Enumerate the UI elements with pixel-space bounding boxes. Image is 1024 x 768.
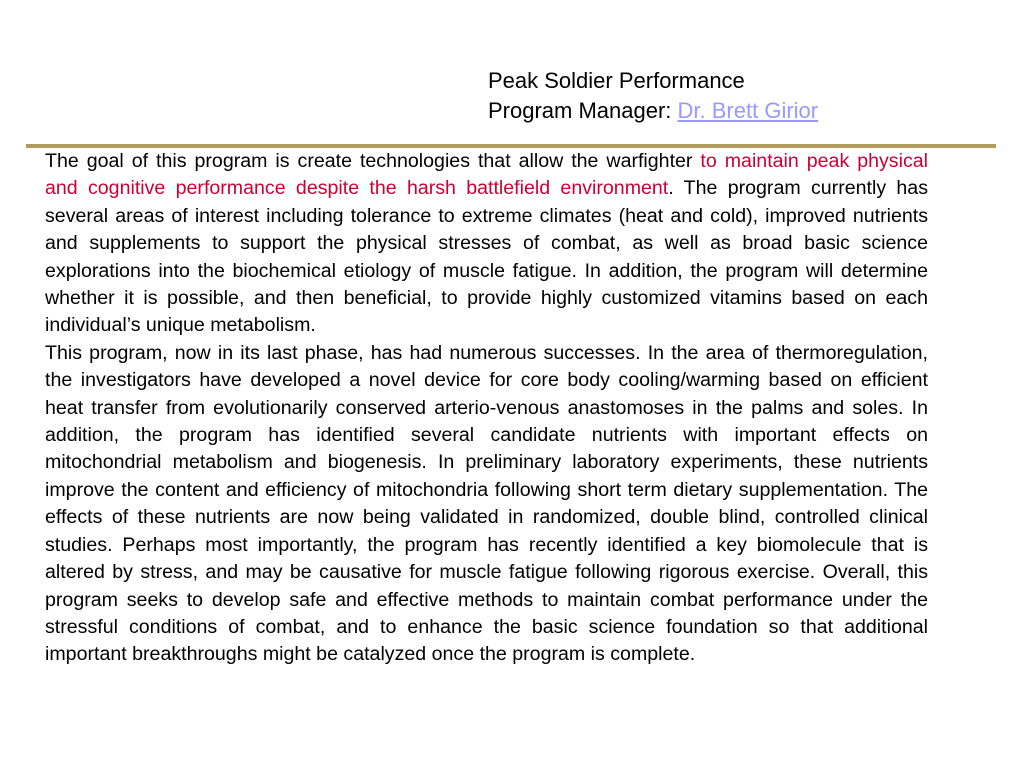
paragraph-progress: This program, now in its last phase, has had numerous successes. In the area of thermoregulation, the investigators have developed a novel device for core body cooling/warming based on efficient heat transfer from evolutionarily conserved arterio-venous anastomoses in the palms and soles. In addition, the program has identified several candidate nutrients with important effects on mitochondrial metabolism and biogenesis. In preliminary laboratory experiments, these nutrients improve the content and efficiency of mitochondria following short term dietary supplementation. The effects of these nutrients are now being validated in randomized, double blind, controlled clinical studies. Perhaps most importantly, the program has recently identified a key biomolecule that is altered by stress, and may be causative for muscle fatigue following rigorous exercise. Overall, this program seeks to develop safe and effective methods to maintain combat performance under the stressful conditions of combat, and to enhance the basic science foundation so that additional important breakthroughs might be catalyzed once the program is complete.: [45, 341, 928, 666]
paragraph-goal-intro: The goal of this program is create technologies that allow the warfighter: [45, 150, 701, 172]
program-manager-link[interactable]: Dr. Brett Girior: [677, 98, 819, 123]
program-manager-label: Program Manager:: [488, 98, 678, 123]
paragraph-goal: [45, 148, 928, 340]
slide-body: [45, 148, 928, 669]
paragraph-goal-rest: . The program currently has several areas of interest including tolerance to extreme climates (heat and cold), improved nutrients and supplements to support the physical stresses of combat, as well as broad basic science explorations into the biochemical etiology of muscle fatigue. In addition, the program will determine whether it is possible, and then beneficial, to provide highly customized vitamins based on each individual’s unique metabolism.: [45, 177, 929, 337]
slide-header: [488, 66, 818, 126]
paragraph-goal-highlight: to maintain peak physical and cognitive performance despite the harsh battlefield environment: [45, 150, 928, 200]
program-title: Peak Soldier Performance: [488, 68, 745, 93]
program-manager-line: [488, 96, 818, 126]
